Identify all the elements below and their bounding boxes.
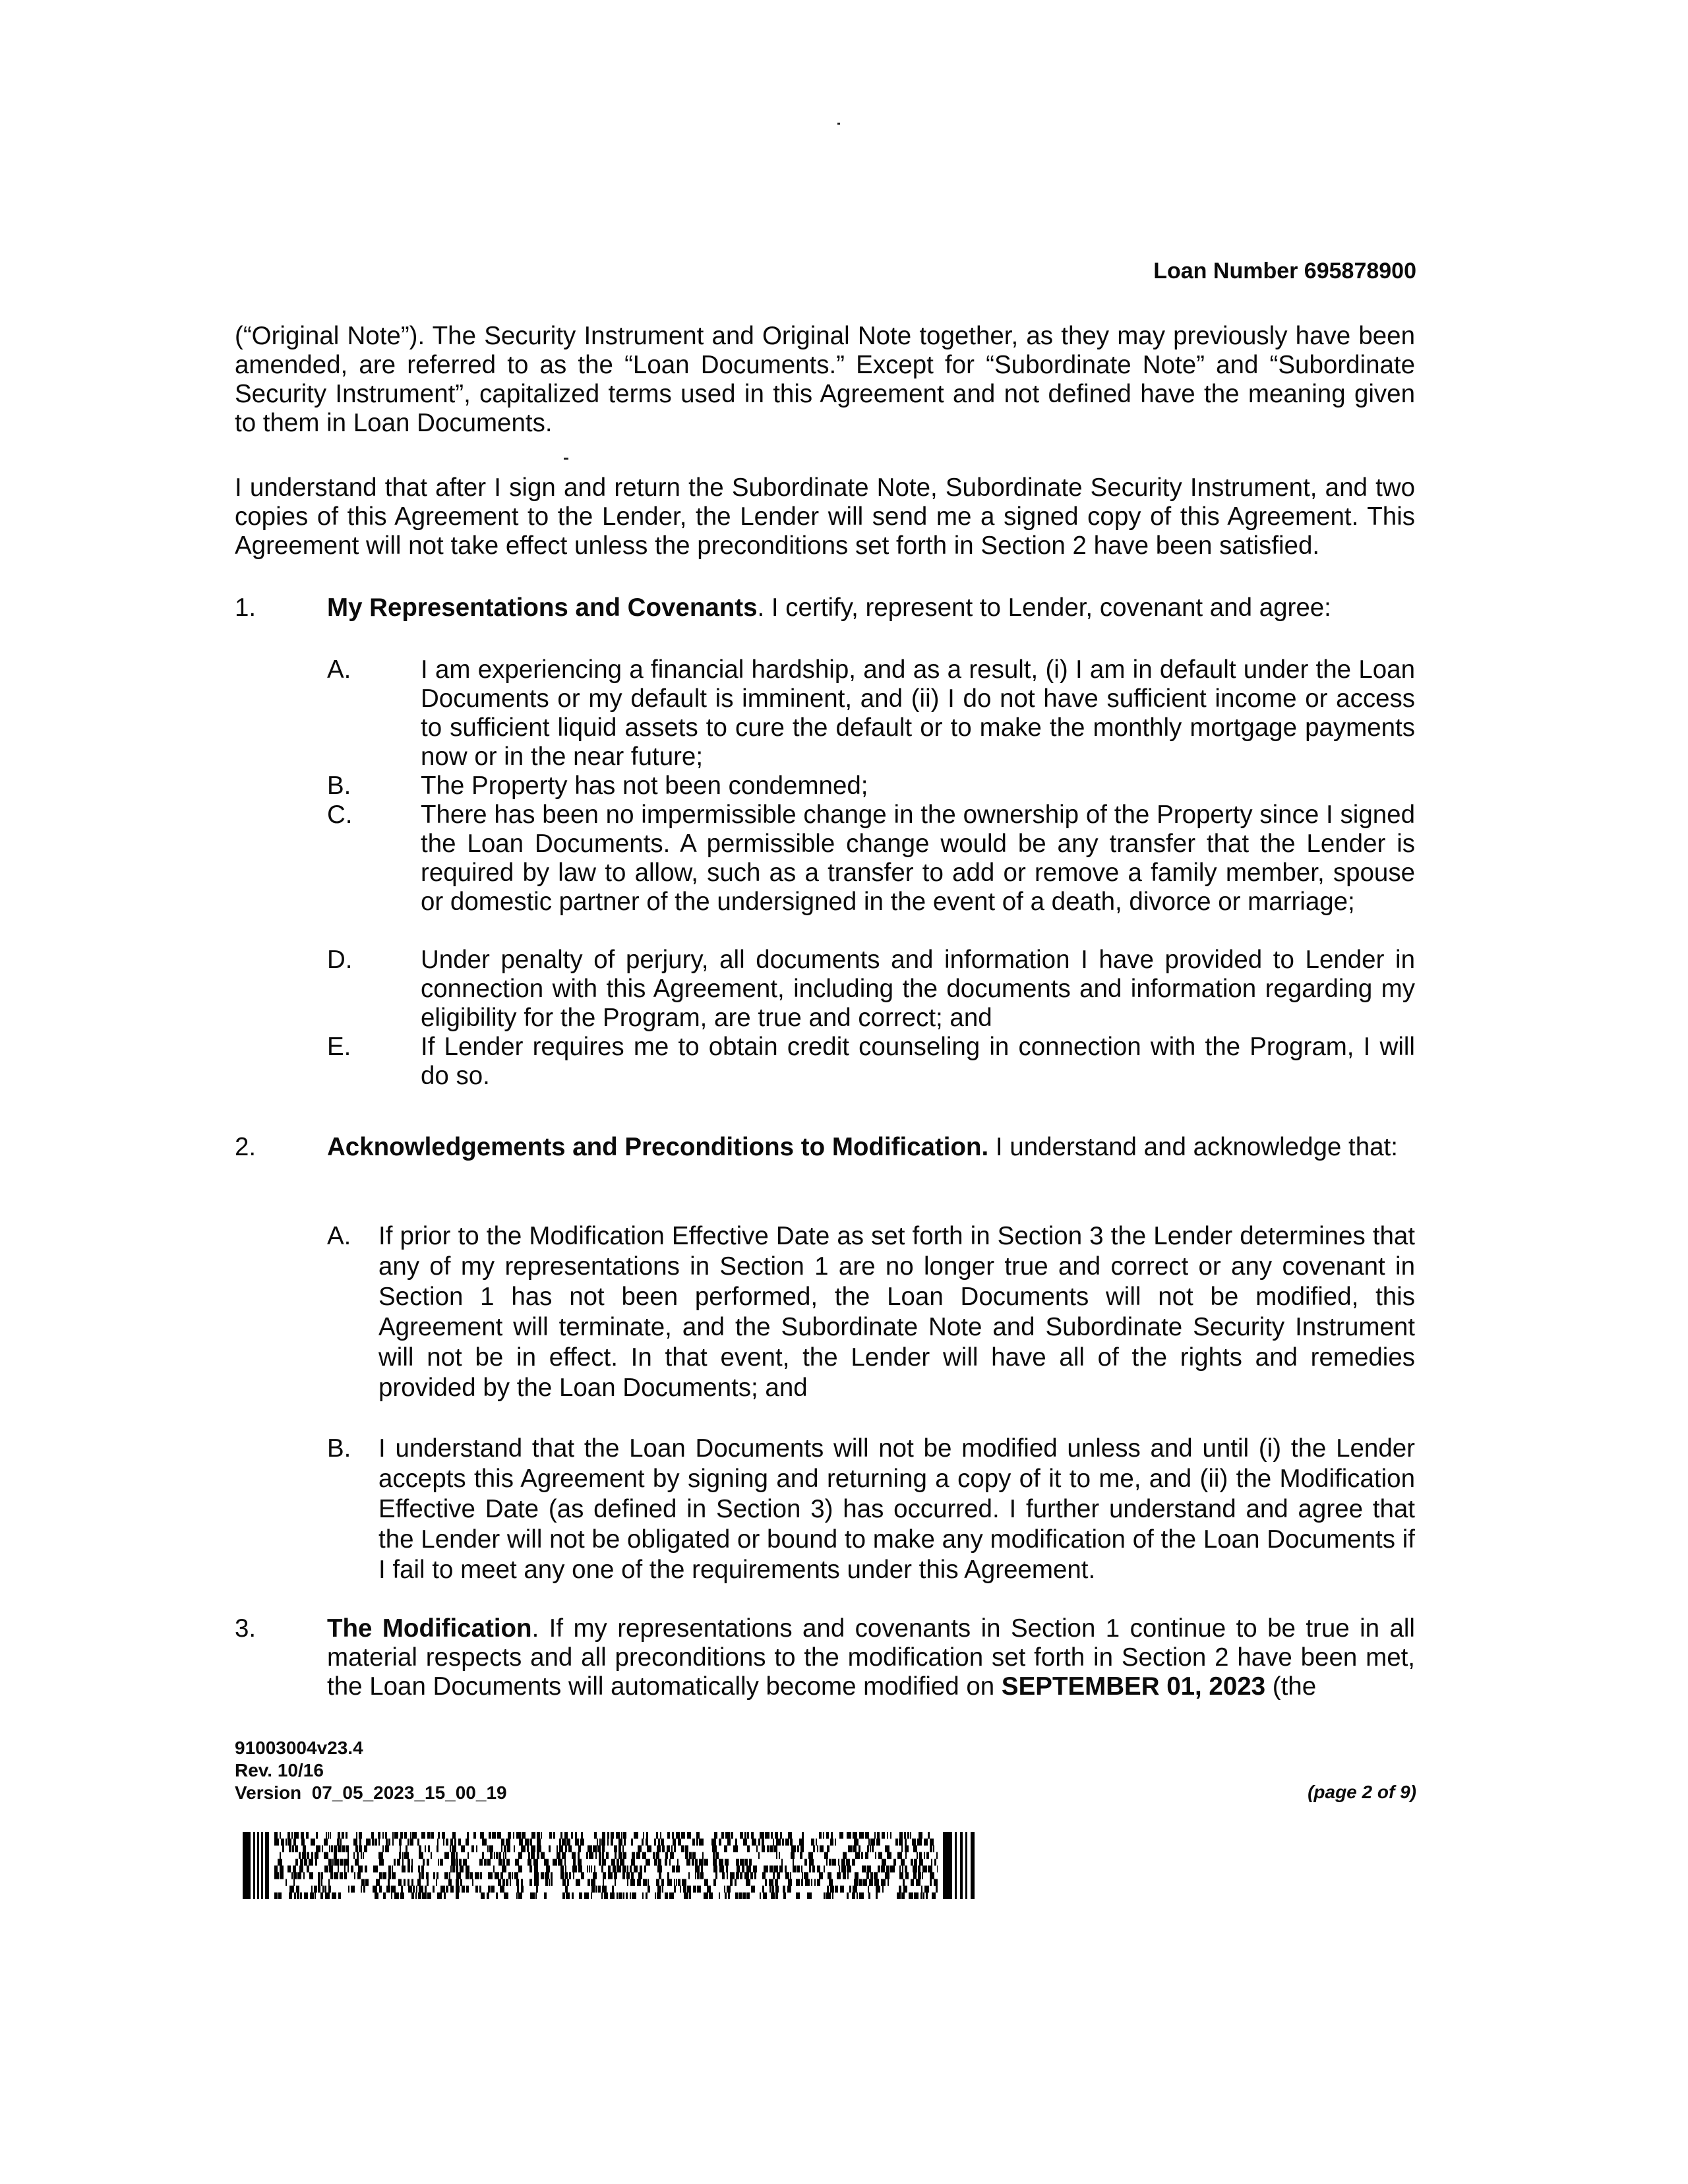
item-1d-text: Under penalty of perjury, all documents and information I have provided to Lender in connection with this Agreement, including the documents and information regarding my eligibility for the Program, are true and correct; and xyxy=(421,946,1415,1032)
section-1-text: . I certify, represent to Lender, covenant and agree: xyxy=(757,593,1331,622)
item-1b-label: B. xyxy=(327,772,351,800)
revision: Rev. 10/16 xyxy=(235,1760,324,1780)
item-1b-text: The Property has not been condemned; xyxy=(421,772,868,800)
page-number: (page 2 of 9) xyxy=(1308,1782,1416,1802)
section-3-text-a: . If my representations and covenants in Section 1 continue to be true in all material respects and all preconditions to the modification set forth in Section 2 have been met, the Loan Documents will automatically become modified on xyxy=(327,1614,1415,1701)
barcode-image xyxy=(243,1832,979,1899)
scan-speck xyxy=(564,458,568,460)
item-1c-text: There has been no impermissible change in the ownership of the Property since I signed the Loan Documents. A permissible change would be any transfer that the Lender is required by law to allow, such as a transfer to add or remove a family member, spouse or domestic partner of the undersigned in the event of a death, divorce or marriage; xyxy=(421,801,1415,916)
section-3-heading xyxy=(327,1614,1415,1701)
section-3-text-b: (the xyxy=(1265,1672,1317,1701)
intro-paragraph-1: (“Original Note”). The Security Instrument and Original Note together, as they may previously have been amended, are referred to as the “Loan Documents.” Except for “Subordinate Note” and “Subordinate Security Instrument”, capitalized terms used in this Agreement and not defined have the meaning given to them in Loan Documents. xyxy=(235,322,1415,437)
item-1e-text: If Lender requires me to obtain credit counseling in connection with the Program, I will do so. xyxy=(421,1033,1415,1090)
item-1c-label: C. xyxy=(327,801,353,829)
section-2-number: 2. xyxy=(235,1133,256,1161)
version: Version 07_05_2023_15_00_19 xyxy=(235,1782,507,1803)
item-1a-text: I am experiencing a financial hardship, and as a result, (i) I am in default under the Loan Documents or my default is imminent, and (ii) I do not have sufficient income or access to sufficient liquid assets to cure the default or to make the monthly mortgage payments now or in the near future; xyxy=(421,655,1415,771)
item-2b-text: I understand that the Loan Documents will not be modified unless and until (i) the Lender accepts this Agreement by signing and returning a copy of it to me, and (ii) the Modification Effective Date (as defined in Section 3) has occurred. I further understand and agree that the Lender will not be obligated or bound to make any modification of the Loan Documents if I fail to meet any one of the requirements under this Agreement. xyxy=(378,1434,1415,1584)
section-2-heading xyxy=(327,1133,1415,1162)
section-1-heading xyxy=(327,593,1415,622)
item-1a-label: A. xyxy=(327,655,351,684)
item-2b-label: B. xyxy=(327,1434,351,1463)
section-1-title: My Representations and Covenants xyxy=(327,593,758,622)
form-id: 91003004v23.4 xyxy=(235,1738,363,1758)
footer-info xyxy=(235,1737,507,1804)
section-2-title: Acknowledgements and Preconditions to Modification. xyxy=(327,1133,989,1161)
item-1e-label: E. xyxy=(327,1033,351,1061)
item-2a-label: A. xyxy=(327,1222,351,1250)
section-1-number: 1. xyxy=(235,593,256,622)
item-2a-text: If prior to the Modification Effective Date as set forth in Section 3 the Lender determines that any of my representations in Section 1 are no longer true and correct or any covenant in Section 1 has not been performed, the Loan Documents will not be modified, this Agreement will terminate, and the Subordinate Note and Subordinate Security Instrument will not be in effect. In that event, the Lender will have all of the rights and remedies provided by the Loan Documents; and xyxy=(378,1222,1415,1402)
section-3-number: 3. xyxy=(235,1614,256,1643)
scan-speck xyxy=(837,123,840,125)
modification-date: SEPTEMBER 01, 2023 xyxy=(1001,1672,1266,1701)
loan-number: Loan Number 695878900 xyxy=(1153,258,1416,284)
section-2-text: I understand and acknowledge that: xyxy=(988,1133,1398,1161)
intro-paragraph-2: I understand that after I sign and return the Subordinate Note, Subordinate Security Instrument, and two copies of this Agreement to the Lender, the Lender will send me a signed copy of this Agreement. This Agreement will not take effect unless the preconditions set forth in Section 2 have been satisfied. xyxy=(235,473,1415,560)
item-1d-label: D. xyxy=(327,946,353,974)
section-3-title: The Modification xyxy=(327,1614,532,1643)
